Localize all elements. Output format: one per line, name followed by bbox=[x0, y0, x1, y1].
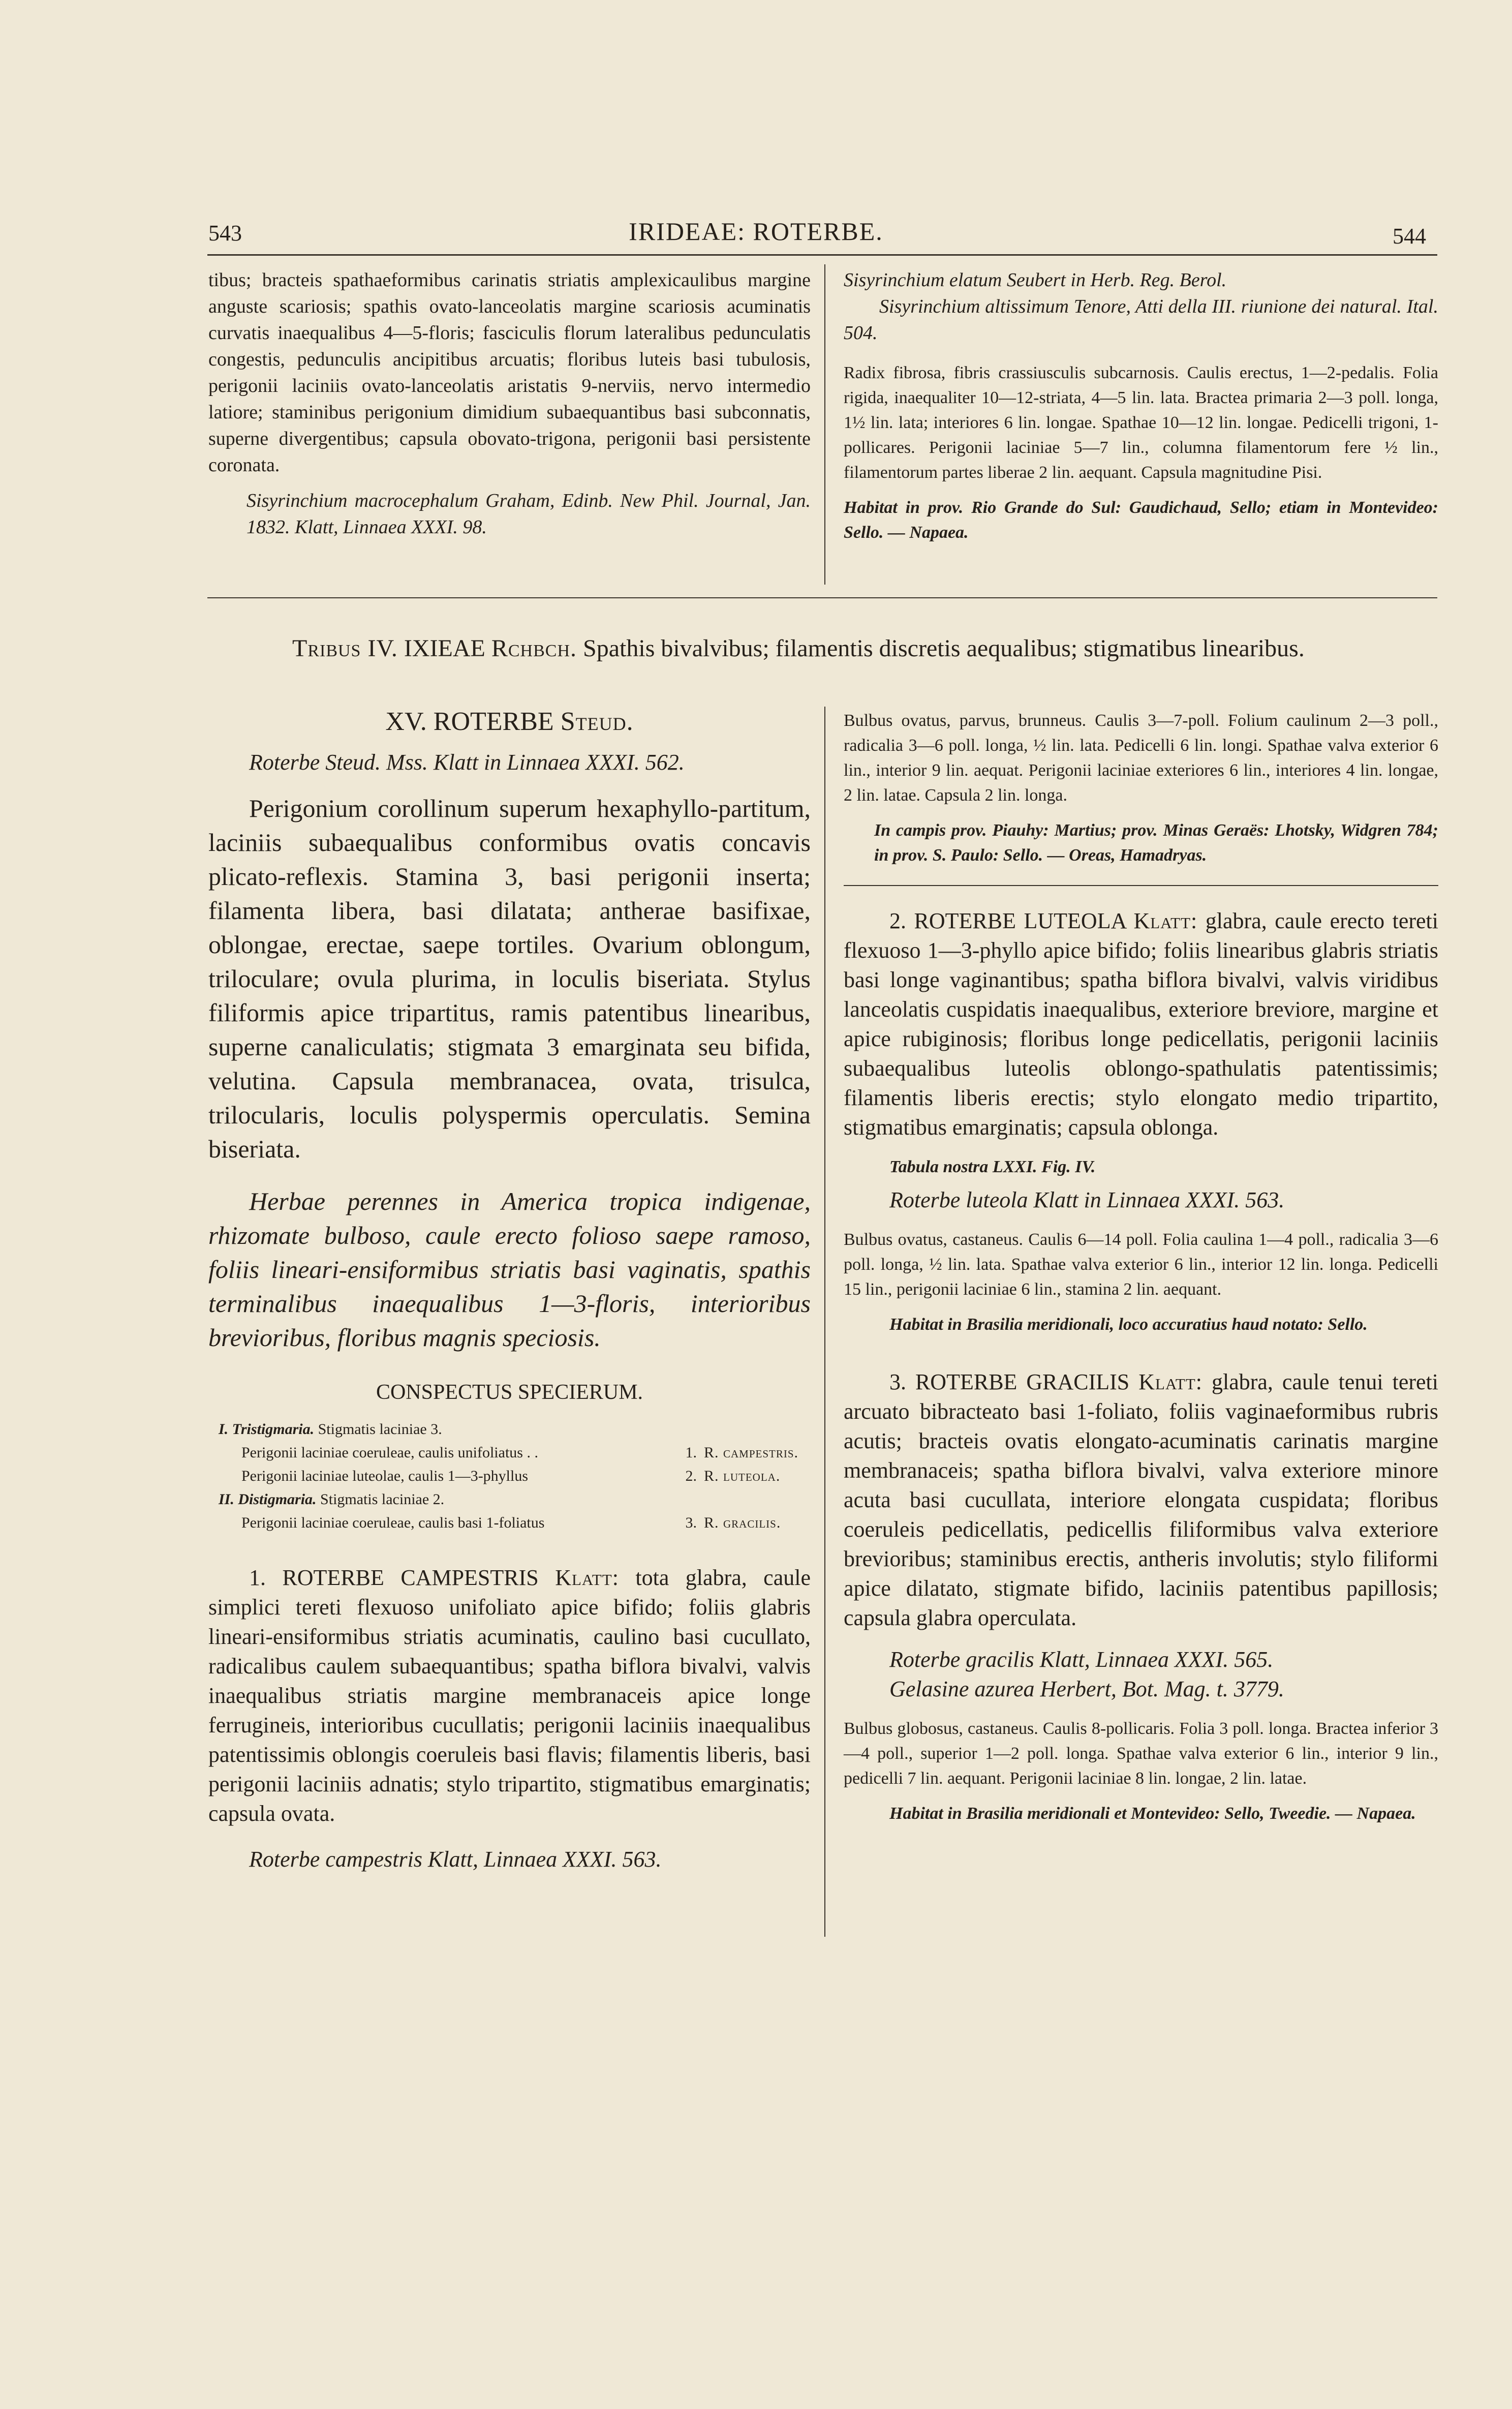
species-1-diagnosis bbox=[208, 1563, 811, 1828]
page-number-left: 543 bbox=[208, 221, 242, 246]
top-right-column bbox=[844, 267, 1438, 545]
column-divider-top bbox=[824, 264, 825, 585]
species-2-diagnosis bbox=[844, 906, 1438, 1142]
tribus-name: IXIEAE bbox=[404, 635, 485, 662]
species-2-heading: 2. ROTERBE LUTEOLA bbox=[889, 908, 1126, 933]
group-label: I. Tristigmaria. bbox=[219, 1421, 315, 1438]
species-2-measurements: Bulbus ovatus, castaneus. Caulis 6—14 poll. Folia caulina 1—4 poll., radicalia 3—6 poll. longa, ½ lin. lata. Spathae valva exterior 6 lin., interior 12 lin. longa. Pedicelli 15 lin., perigonii laciniae 6 lin., stamina 2 lin. aequant. bbox=[844, 1230, 1438, 1299]
genus-reference: Roterbe Steud. Mss. Klatt in Linnaea XXXI. 562. bbox=[249, 750, 685, 775]
page-number-right: 544 bbox=[1393, 224, 1426, 249]
species-2-author: Klatt: bbox=[1133, 908, 1198, 933]
running-title: IRIDEAE: ROTERBE. bbox=[629, 217, 883, 246]
tribus-heading bbox=[292, 634, 1305, 662]
group-desc: Stigmatis laciniae 2. bbox=[320, 1491, 445, 1508]
species-3-citation-2: Gelasine azurea Herbert, Bot. Mag. t. 3779. bbox=[889, 1676, 1284, 1701]
species-1-measurements: Bulbus ovatus, parvus, brunneus. Caulis 3—7-poll. Folium caulinum 2—3 poll., radicalia 3—6 poll. longa, ½ lin. lata. Pedicelli 6 lin. longi. Spathae valva exterior 6 lin., interior 9 lin. aequat. Perigonii laciniae exteriores 6 lin., interiores 4 lin. longae, 2 lin. latae. Capsula 2 lin. longa. bbox=[844, 711, 1438, 805]
group-label: II. Distigmaria. bbox=[219, 1491, 317, 1508]
tribus-author: Rchbch. bbox=[491, 635, 577, 662]
species-2-tabula: Tabula nostra LXXI. Fig. IV. bbox=[889, 1157, 1096, 1176]
conspectus-row: Perigonii laciniae coeruleae, caulis unifoliatus . . 1. R. campestris. bbox=[241, 1444, 799, 1461]
lower-right-column bbox=[844, 708, 1438, 1826]
tribus-text: Spathis bivalvibus; filamentis discretis aequalibus; stigmatibus linearibus. bbox=[583, 635, 1305, 662]
description-small: Radix fibrosa, fibris crassiusculis subcarnosis. Caulis erectus, 1—2-pedalis. Folia rigida, inaequaliter 10—12-striata, 4—5 lin. lata. Bractea primaria 2—3 poll. longa, 1½ lin. lata; interiores 6 lin. longae. Spathae 10—12 lin. longae. Pedicelli trigoni, 1-pollicares. Perigonii laciniae 5—7 lin., columna filamentorum fere ½ lin., filamentorum partes liberae 2 lin. aequant. Capsula magnitudine Pisi. bbox=[844, 363, 1438, 482]
section-rule bbox=[207, 597, 1437, 598]
species-3-citation-1: Roterbe gracilis Klatt, Linnaea XXXI. 565. bbox=[889, 1647, 1274, 1672]
genus-heading-text: XV. ROTERBE bbox=[385, 707, 554, 736]
species-2-habitat: Habitat in Brasilia meridionali, loco accuratius haud notato: Sello. bbox=[889, 1315, 1368, 1334]
column-divider-bottom bbox=[824, 707, 825, 1937]
conspectus-row: Perigonii laciniae coeruleae, caulis basi 1-foliatus 3. R. gracilis. bbox=[241, 1514, 781, 1531]
synonym-1: Sisyrinchium elatum Seubert in Herb. Reg. Berol. bbox=[844, 269, 1227, 291]
species-divider bbox=[844, 885, 1438, 886]
species-3-author: Klatt: bbox=[1138, 1369, 1203, 1394]
header-rule bbox=[207, 254, 1437, 256]
top-left-column bbox=[208, 267, 811, 540]
species-3-text: glabra, caule tenui tereti arcuato bibracteato basi 1-foliato, foliis vaginaeformibus rubris acutis; bracteis ovatis elongato-acuminatis carinatis margine membranaceis; spatha biflora bivalvi, valva exteriore minore acuta basi cucullata, interiore elongata cuspidata; floribus coeruleis pedicellatis, pedicellis filiformibus valva exteriore brevioribus; staminibus erectis, antheris involutis; stylo filiformi apice dilatato, stigmate bifido, laciniis patentibus papillosis; capsula glabra operculata. bbox=[844, 1369, 1438, 1630]
conspectus-group-1 bbox=[219, 1418, 811, 1441]
genus-heading-author: Steud. bbox=[560, 707, 634, 736]
lower-left-column bbox=[208, 707, 811, 1874]
species-description-continued: tibus; bracteis spathaeformibus carinatis striatis amplexicaulibus margine anguste scariosis; spathis ovato-lanceolatis margine scariosis acuminatis curvatis inaequalibus 4—5-floris; fasciculis florum lateralibus pedunculatis congestis, pedunculis ancipitibus arcuatis; floribus luteis basi tubulosis, perigonii laciniis ovato-lanceolatis aristatis 9-nerviis, nervo intermedio latiore; staminibus perigonium dimidium subaequantibus basi subconnatis, superne divergentibus; capsula obovato-trigona, perigonii basi persistente coronata. bbox=[208, 269, 811, 476]
species-1-heading: 1. ROTERBE CAMPESTRIS bbox=[249, 1565, 539, 1590]
group-desc: Stigmatis laciniae 3. bbox=[318, 1421, 442, 1438]
species-2-text: glabra, caule erecto tereti flexuoso 1—3-phyllo apice bifido; foliis linearibus glabris striatis basi longe vaginantibus; spatha biflora bivalvi, valvis viridibus lanceolatis cuspidatis inaequalibus, exteriore breviore, margine et apice rubiginosis; floribus longe pedicellatis, perigonii laciniis subaequalibus luteolis oblongo-spathulatis patentissimis; filamentis liberis erectis; stylo elongato medio tripartito, stigmatibus emarginatis; capsula oblonga. bbox=[844, 908, 1439, 1140]
conspectus-title: CONSPECTUS SPECIERUM. bbox=[376, 1381, 643, 1404]
species-3-measurements: Bulbus globosus, castaneus. Caulis 8-pollicaris. Folia 3 poll. longa. Bractea inferior 3—4 poll., superior 1—2 poll. longa. Spathae valva exterior 6 lin., interior 9 lin., pedicelli 7 lin. aequant. Perigonii laciniae 8 lin. longae, 2 lin. latae. bbox=[844, 1719, 1438, 1788]
conspectus-group-2 bbox=[219, 1488, 811, 1511]
species-3-habitat: Habitat in Brasilia meridionali et Montevideo: Sello, Tweedie. — Napaea. bbox=[889, 1804, 1416, 1823]
species-1-text: tota glabra, caule simplici tereti flexuoso unifoliato apice bifido; foliis glabris lineari-ensiformibus striatis acuminatis, caulino basi cucullato, radicalibus caulem subaequantibus; spatha biflora bivalvi, valvis inaequalibus striatis margine membranaceis apice longe ferrugineis, interioribus cucullatis; perigonii laciniis inaequalibus patentissimis oblongis coeruleis basi flavis; filamentis liberis, basi perigonii laciniis adnatis; stylo tripartito, stigmatibus emarginatis; capsula ovata. bbox=[208, 1565, 811, 1826]
conspectus-table bbox=[208, 1418, 811, 1535]
conspectus-row: Perigonii laciniae luteolae, caulis 1—3-phyllus 2. R. luteola. bbox=[241, 1468, 781, 1484]
species-1-habitat: In campis prov. Piauhy: Martius; prov. Minas Geraës: Lhotsky, Widgren 784; in prov. S. Paulo: Sello. — Oreas, Hamadryas. bbox=[874, 821, 1438, 865]
tribus-label: Tribus IV. bbox=[292, 635, 398, 662]
genus-heading bbox=[208, 707, 811, 737]
habitat-note: Habitat in prov. Rio Grande do Sul: Gaudichaud, Sello; etiam in Montevideo: Sello. — Napaea. bbox=[844, 498, 1438, 542]
species-1-citation: Roterbe campestris Klatt, Linnaea XXXI. 563. bbox=[249, 1847, 662, 1872]
species-3-heading: 3. ROTERBE GRACILIS bbox=[889, 1369, 1130, 1394]
genus-habit: Herbae perennes in America tropica indigenae, rhizomate bulboso, caule erecto folioso saepe ramoso, foliis lineari-ensiformibus striatis basi vaginatis, spathis terminalibus inaequalibus 1—3-floris, interioribus brevioribus, floribus magnis speciosis. bbox=[208, 1187, 811, 1352]
species-2-citation: Roterbe luteola Klatt in Linnaea XXXI. 563. bbox=[889, 1187, 1285, 1212]
citation-sisyrinchium-macrocephalum: Sisyrinchium macrocephalum Graham, Edinb. New Phil. Journal, Jan. 1832. Klatt, Linnaea XXXI. 98. bbox=[246, 490, 811, 538]
genus-description: Perigonium corollinum superum hexaphyllo-partitum, laciniis subaequalibus conformibus ovatis concavis plicato-reflexis. Stamina 3, basi perigonii inserta; filamenta libera, basi dilatata; antherae basifixae, oblongae, erectae, saepe tortiles. Ovarium oblongum, triloculare; ovula plurima, in loculis biseriata. Stylus filiformis apice tripartitus, ramis patentibus linearibus, superne canaliculatis; stigmata 3 emarginata seu bifida, velutina. Capsula membranacea, ovata, trisulca, trilocularis, loculis polyspermis operculatis. Semina biseriata. bbox=[208, 794, 811, 1163]
species-3-diagnosis bbox=[844, 1367, 1438, 1633]
species-1-author: Klatt: bbox=[555, 1565, 619, 1590]
synonym-2: Sisyrinchium altissimum Tenore, Atti della III. riunione dei natural. Ital. 504. bbox=[844, 296, 1438, 344]
